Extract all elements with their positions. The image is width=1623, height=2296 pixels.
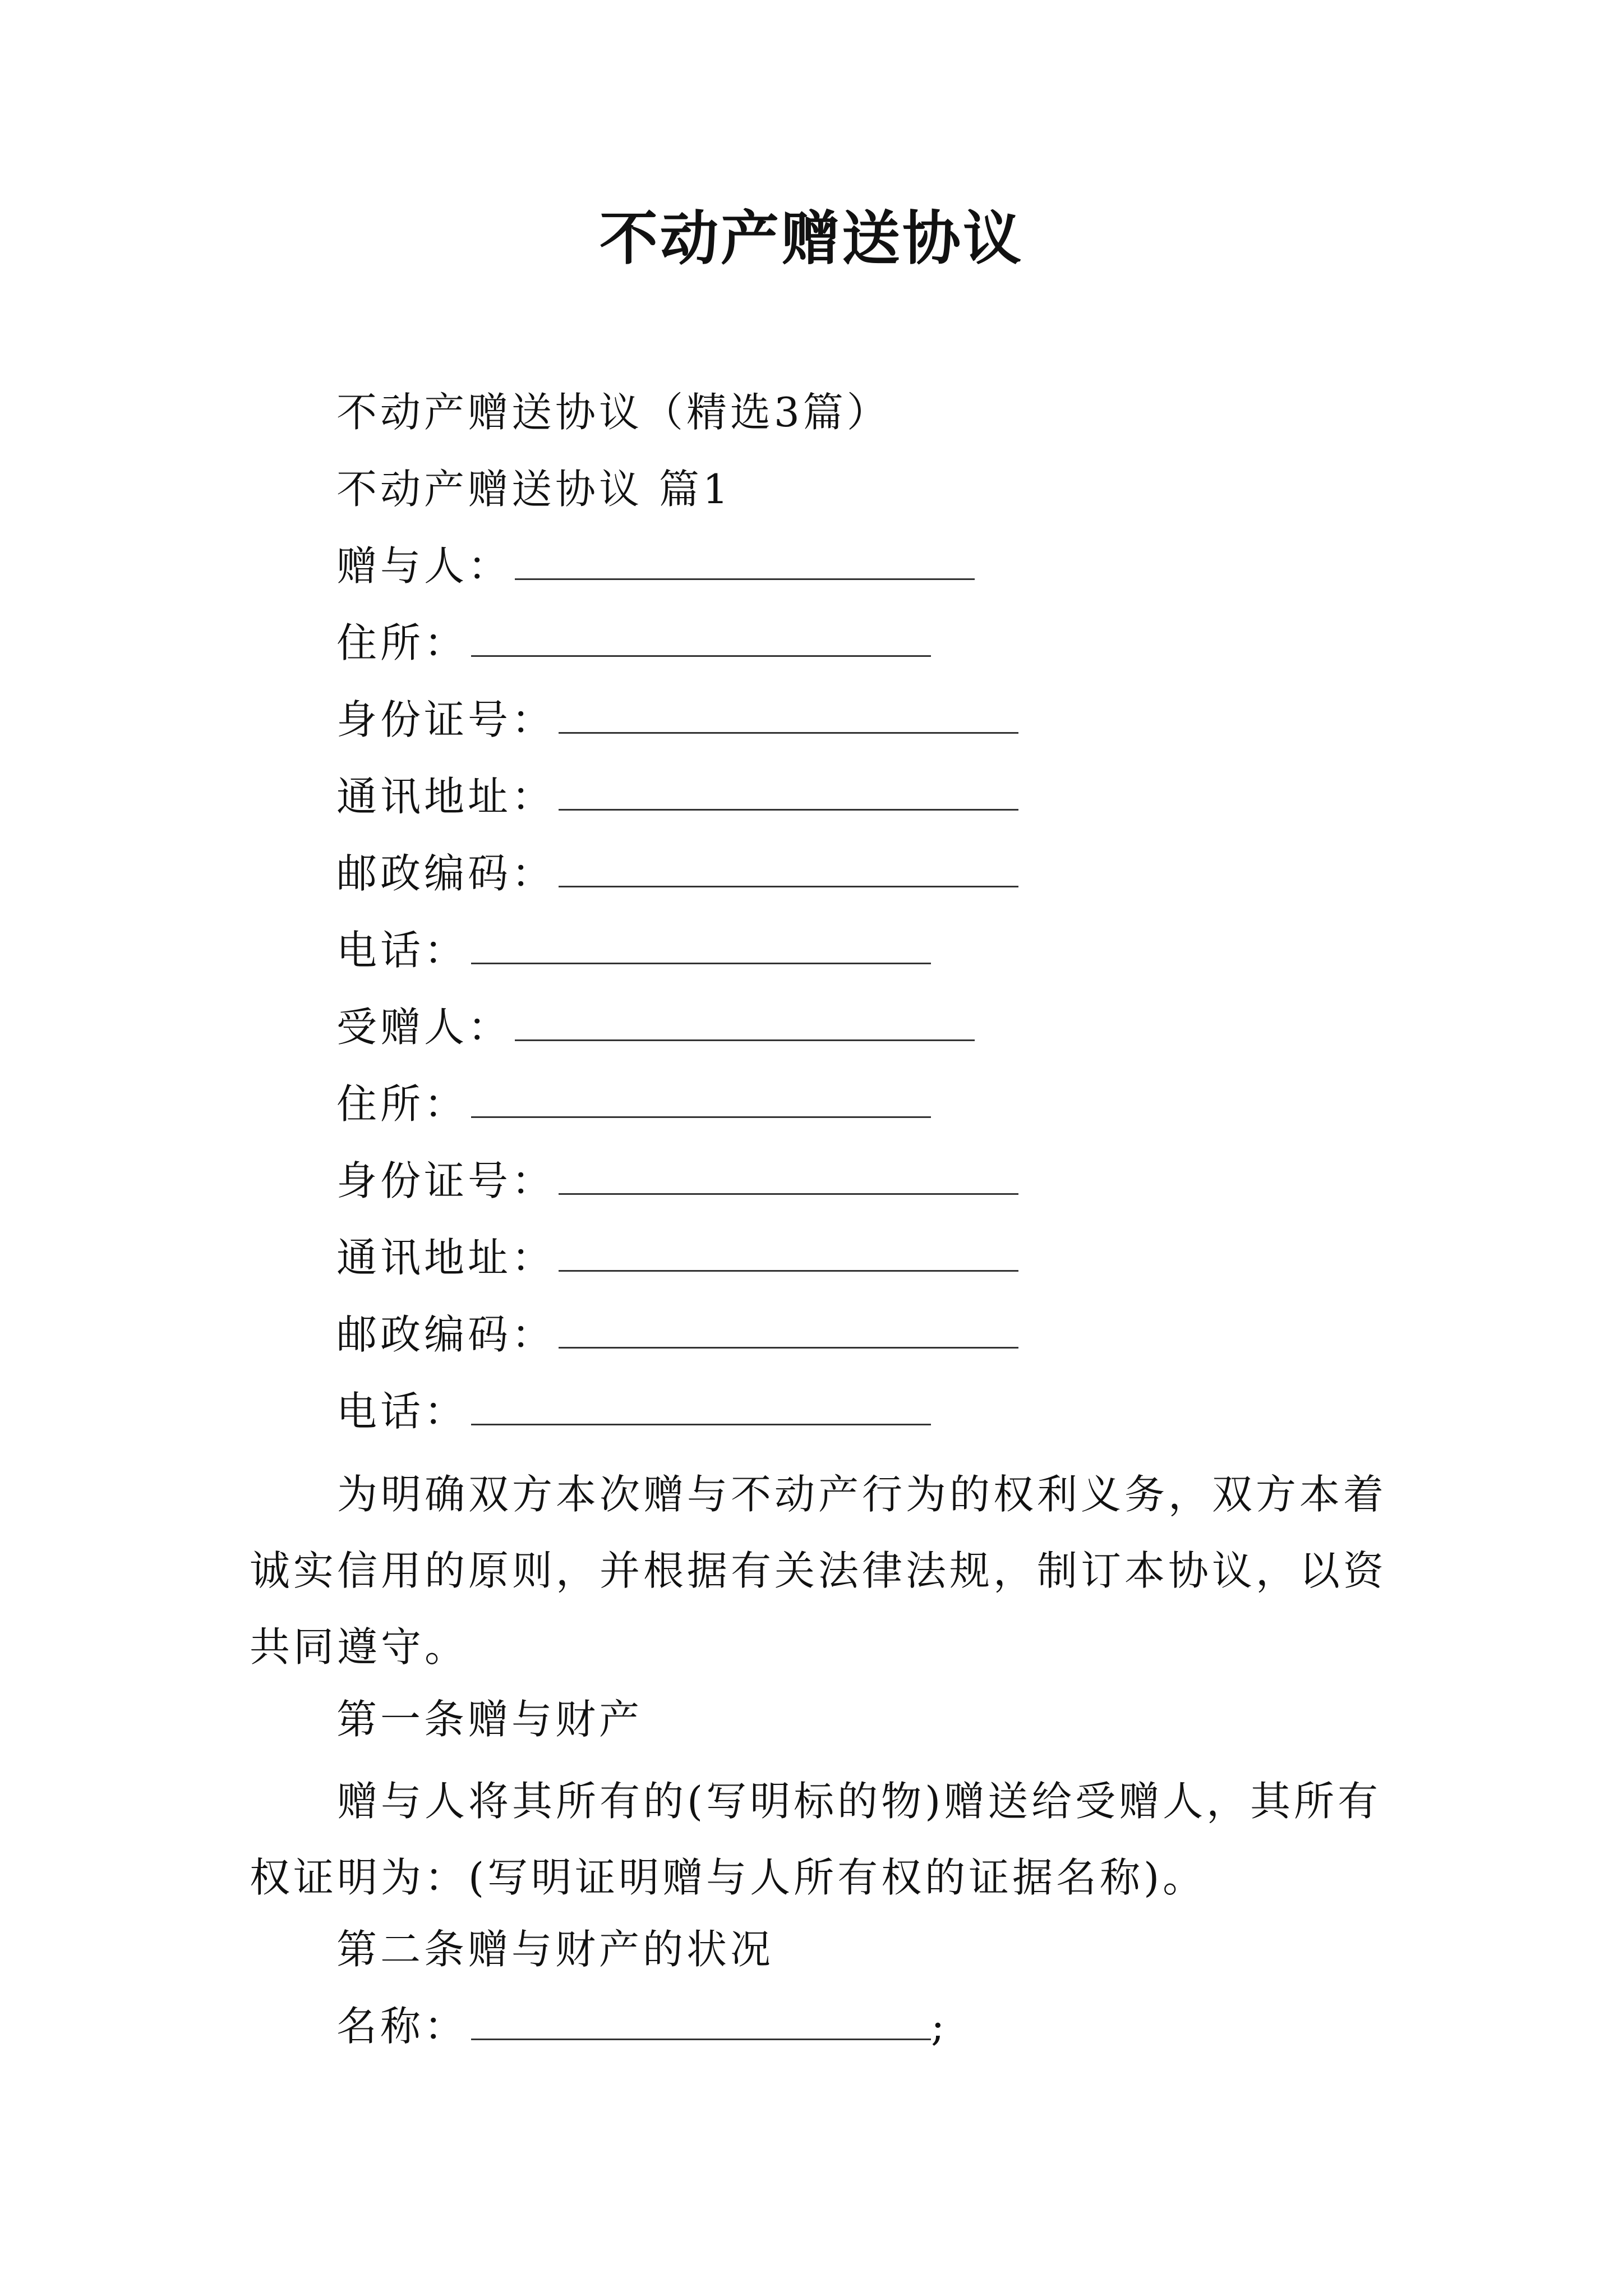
donor-phone-row (336, 925, 931, 976)
donor-name-label: 赠与人： (336, 542, 512, 590)
donor-mail-label: 通讯地址： (336, 773, 556, 820)
donor-id-row (336, 694, 1018, 745)
donee-address-blank[interactable] (471, 1085, 931, 1118)
donee-phone-row (336, 1386, 931, 1437)
donee-name-blank[interactable] (515, 1008, 975, 1041)
donee-name-row (336, 1002, 975, 1052)
donee-postcode-row (336, 1309, 1018, 1360)
article2-name-label: 名称： (336, 2003, 468, 2050)
donor-name-row (336, 541, 975, 591)
donee-mail-row (336, 1232, 1018, 1283)
donee-id-label: 身份证号： (336, 1157, 556, 1204)
donor-address-row (336, 618, 931, 668)
donee-id-row (336, 1156, 1018, 1206)
article1-heading: 第一条赠与财产 (336, 1696, 643, 1743)
section-heading: 不动产赠送协议 篇1 (336, 466, 732, 513)
article1-paragraph: 赠与人将其所有的(写明标的物)赠送给受赠人，其所有权证明为：(写明证明赠与人所有权的证据名称)。 (250, 1778, 1382, 1901)
donee-mail-blank[interactable] (559, 1239, 1018, 1272)
donor-postcode-label: 邮政编码： (336, 850, 556, 897)
donor-postcode-row (336, 848, 1018, 899)
article2-name-blank[interactable] (471, 2007, 931, 2040)
donor-name-blank[interactable] (515, 547, 975, 580)
article2-heading: 第二条赠与财产的状况 (336, 1926, 774, 1973)
donor-postcode-blank[interactable] (559, 854, 1018, 887)
article2-name-row (336, 2001, 948, 2051)
donee-phone-blank[interactable] (471, 1392, 931, 1425)
donor-mail-blank[interactable] (559, 777, 1018, 811)
donor-phone-blank[interactable] (471, 931, 931, 964)
donee-phone-label: 电话： (336, 1388, 468, 1435)
donor-mail-row (336, 771, 1018, 822)
donee-mail-label: 通讯地址： (336, 1234, 556, 1281)
donee-address-label: 住所： (336, 1080, 468, 1128)
preamble-paragraph: 为明确双方本次赠与不动产行为的权利义务，双方本着诚实信用的原则，并根据有关法律法规，制订本协议，以资共同遵守。 (250, 1471, 1387, 1671)
donor-id-blank[interactable] (559, 701, 1018, 734)
donee-id-blank[interactable] (559, 1162, 1018, 1195)
donee-postcode-blank[interactable] (559, 1315, 1018, 1349)
donee-address-row (336, 1079, 931, 1129)
donor-id-label: 身份证号： (336, 696, 556, 743)
donee-name-label: 受赠人： (336, 1004, 512, 1051)
donee-postcode-label: 邮政编码： (336, 1311, 556, 1358)
document-subtitle: 不动产赠送协议（精选3篇） (336, 389, 891, 436)
donor-address-blank[interactable] (471, 624, 931, 657)
article2-name-suffix: ; (931, 2003, 948, 2050)
donor-phone-label: 电话： (336, 927, 468, 974)
donor-address-label: 住所： (336, 619, 468, 666)
document-title: 不动产赠送协议 (599, 204, 1023, 273)
